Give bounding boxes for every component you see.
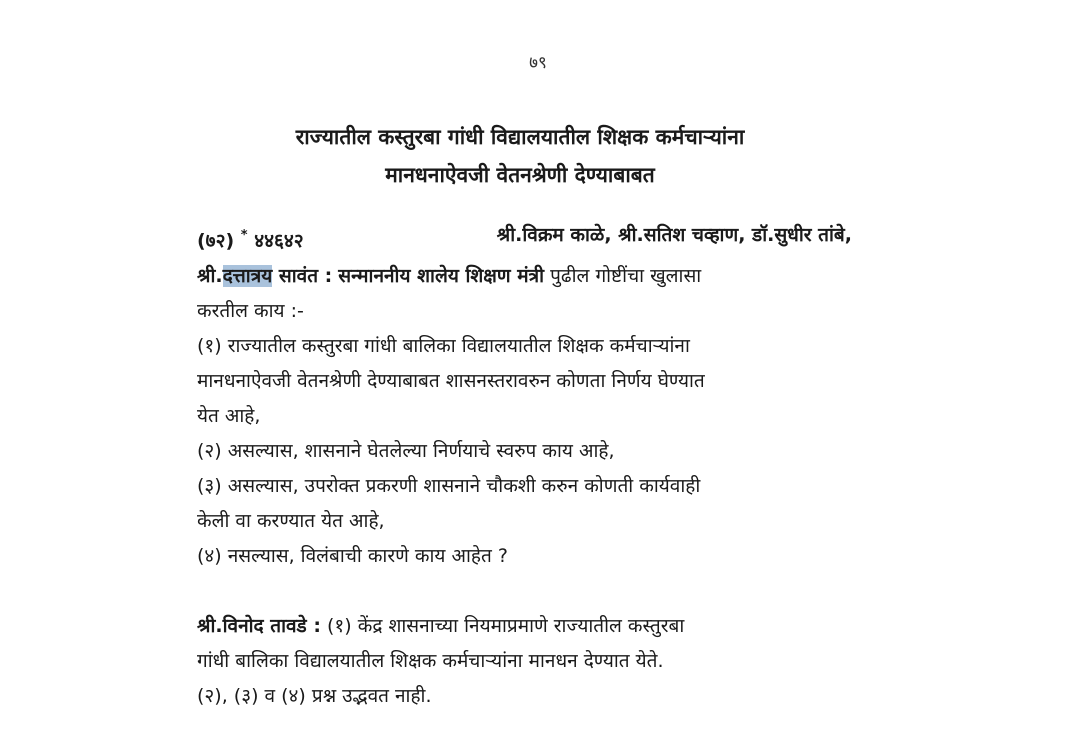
question-number-group <box>197 218 304 259</box>
answer-part-2-4: (२), (३) व (४) प्रश्न उद्भवत नाही. <box>197 685 432 707</box>
section-spacer <box>197 574 852 609</box>
highlighted-member-name: दत्तात्रय <box>222 265 273 287</box>
page-number: ७९ <box>529 53 547 73</box>
question-part-1-line-2: मानधनाऐवजी वेतनश्रेणी देण्याबाबत शासनस्तरावरुन कोणता निर्णय घेण्यात <box>197 370 705 392</box>
question-part-1-line-3: येत आहे, <box>197 405 261 427</box>
title-line-2: मानधनाऐवजी वेतनश्रेणी देण्याबाबत <box>385 163 655 187</box>
member-prefix: श्री. <box>197 265 223 287</box>
answer-part-1-start: (१) केंद्र शासनाच्या नियमाप्रमाणे राज्यातील कस्तुरबा <box>327 615 685 637</box>
question-intro-line-2 <box>197 259 852 294</box>
question-part-4: (४) नसल्यास, विलंबाची कारणे काय आहेत ? <box>197 545 508 567</box>
document-title <box>150 118 890 194</box>
question-intro-line-3: करतील काय :- <box>197 300 304 322</box>
question-part-3-line-1: (३) असल्यास, उपरोक्त प्रकरणी शासनाने चौकशी करुन कोणती कार्यवाही <box>197 475 701 497</box>
member-suffix: सावंत : <box>272 265 333 287</box>
question-members-line-1: श्री.विक्रम काळे, श्री.सतिश चव्हाण, डॉ.सुधीर तांबे, <box>496 224 852 246</box>
answer-line-1 <box>197 609 852 644</box>
question-number: (७२) <box>197 230 235 252</box>
question-intro-rest: पुढील गोष्टींचा खुलासा <box>550 265 702 287</box>
answer-minister-name: श्री.विनोद तावडे : <box>197 615 321 637</box>
question-answer-body <box>197 218 852 714</box>
question-header <box>197 218 852 259</box>
minister-title: सन्माननीय शालेय शिक्षण मंत्री <box>338 265 545 287</box>
question-id: ४४६४२ <box>254 230 304 252</box>
starred-question-mark: * <box>240 228 248 243</box>
title-line-1: राज्यातील कस्तुरबा गांधी विद्यालयातील शिक्षक कर्मचाऱ्यांना <box>295 125 745 149</box>
question-part-1-line-1: (१) राज्यातील कस्तुरबा गांधी बालिका विद्यालयातील शिक्षक कर्मचाऱ्यांना <box>197 335 690 357</box>
question-part-2: (२) असल्यास, शासनाने घेतलेल्या निर्णयाचे स्वरुप काय आहे, <box>197 440 615 462</box>
question-part-3-line-2: केली वा करण्यात येत आहे, <box>197 510 385 532</box>
answer-line-2: गांधी बालिका विद्यालयातील शिक्षक कर्मचाऱ्यांना मानधन देण्यात येते. <box>197 650 664 672</box>
